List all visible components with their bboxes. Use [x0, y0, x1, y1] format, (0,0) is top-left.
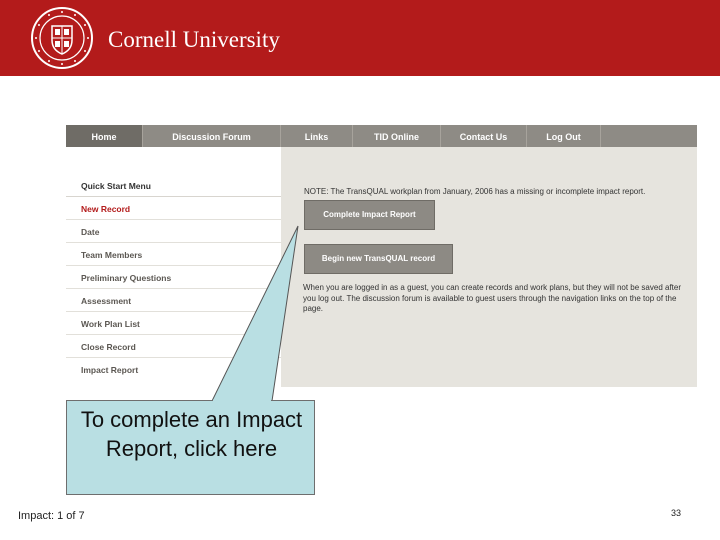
- complete-impact-report-button[interactable]: Complete Impact Report: [304, 200, 435, 230]
- sidebar-item-assessment[interactable]: Assessment: [66, 289, 281, 312]
- nav-home[interactable]: Home: [66, 125, 143, 147]
- sidebar-item-new-record[interactable]: New Record: [66, 197, 281, 220]
- page-number: 33: [671, 508, 682, 518]
- nav-links[interactable]: Links: [281, 125, 353, 147]
- sidebar-item-preliminary-questions[interactable]: Preliminary Questions: [66, 266, 281, 289]
- nav-tid-online[interactable]: TID Online: [353, 125, 441, 147]
- sidebar-title: Quick Start Menu: [66, 174, 281, 197]
- begin-new-record-button[interactable]: Begin new TransQUAL record: [304, 244, 453, 274]
- sidebar-item-close-record[interactable]: Close Record: [66, 335, 281, 358]
- sidebar-item-team-members[interactable]: Team Members: [66, 243, 281, 266]
- callout-text: To complete an Impact Report, click here: [80, 407, 303, 461]
- sidebar-item-date[interactable]: Date: [66, 220, 281, 243]
- impact-progress-label: Impact: 1 of 7: [18, 510, 85, 522]
- incomplete-report-note: NOTE: The TransQUAL workplan from January, 2006 has a missing or incomplete impact report.: [304, 187, 646, 196]
- university-name: Cornell University: [108, 27, 280, 52]
- sidebar-item-impact-report[interactable]: Impact Report: [81, 365, 139, 375]
- guest-info-text: When you are logged in as a guest, you can create records and work plans, but they will not be saved after you log out. The discussion forum is available to guest users through the navigation links on the top of the page.: [303, 283, 681, 313]
- nav-log-out[interactable]: Log Out: [527, 125, 601, 147]
- nav-discussion-forum[interactable]: Discussion Forum: [143, 125, 281, 147]
- nav-contact-us[interactable]: Contact Us: [441, 125, 527, 147]
- sidebar-item-work-plan-list[interactable]: Work Plan List: [66, 312, 281, 335]
